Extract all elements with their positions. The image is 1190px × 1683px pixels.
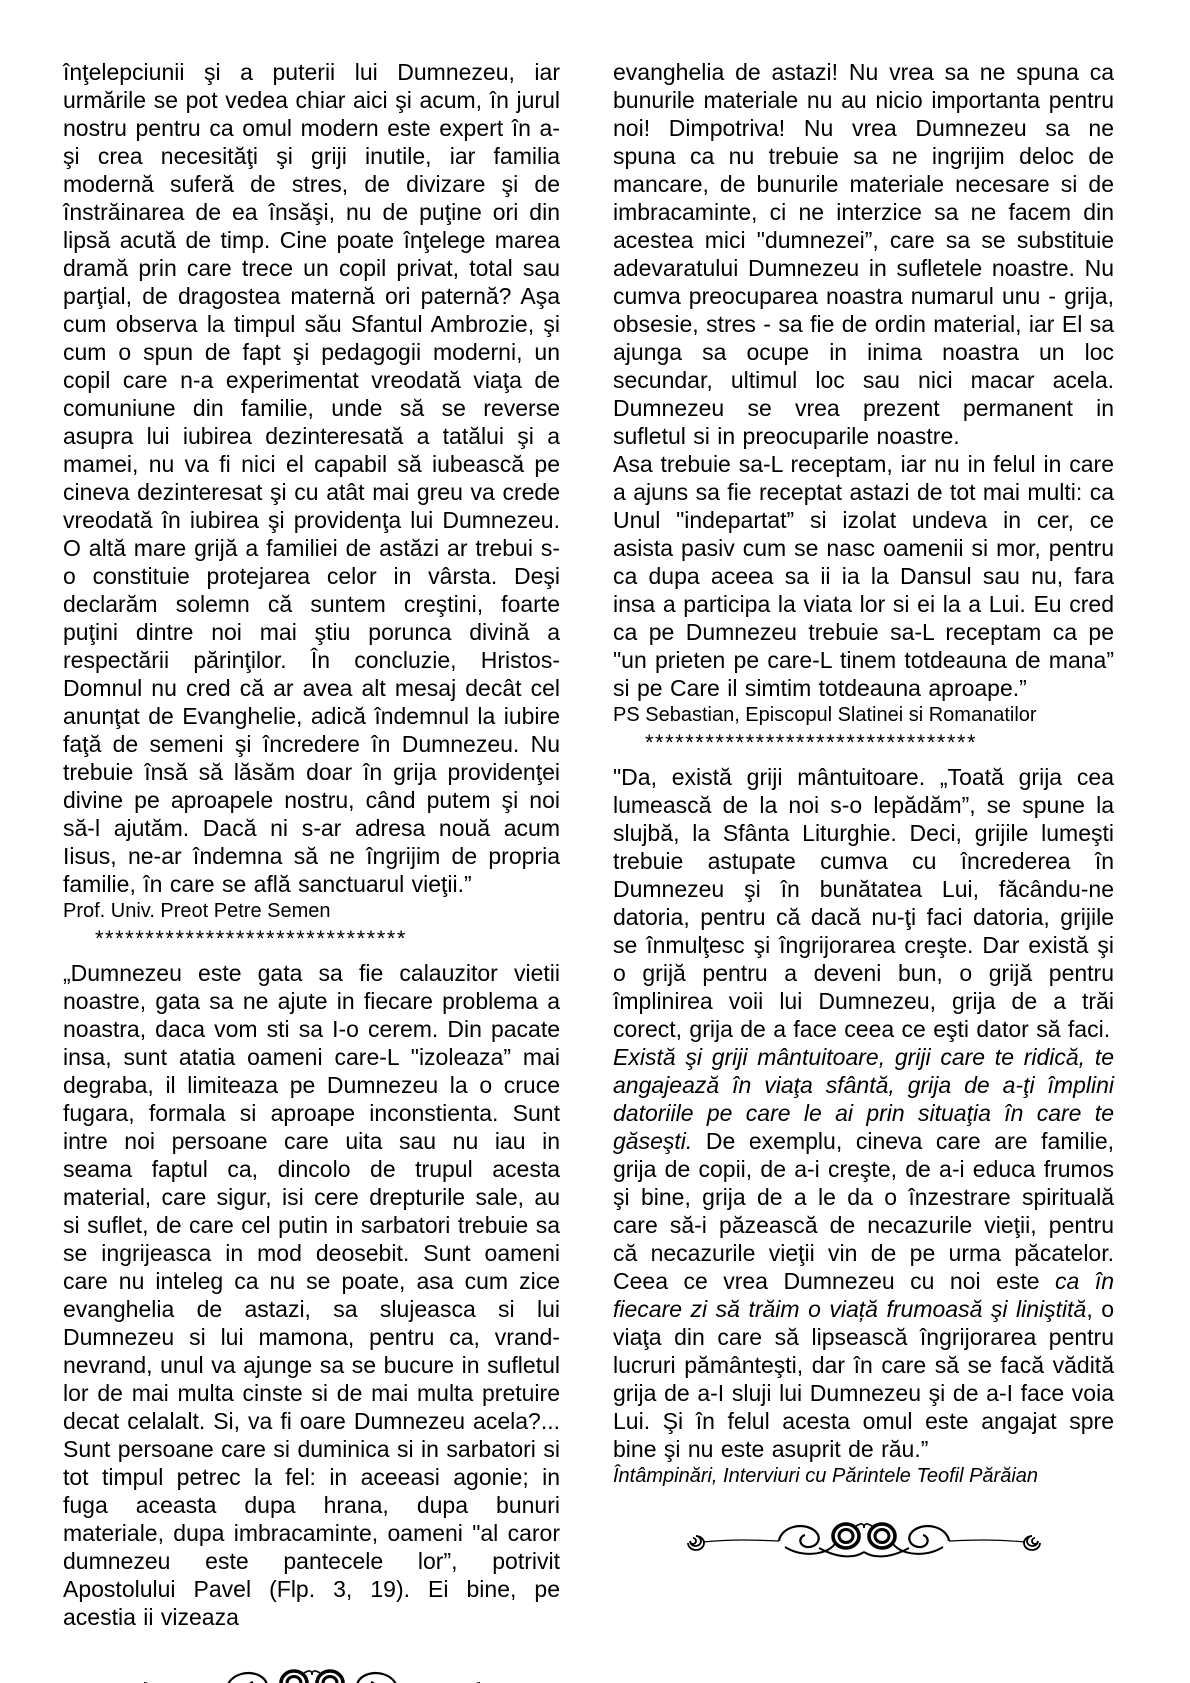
flourish-divider-icon	[678, 1514, 1050, 1562]
text-segment: , o viaţa din care să lipsească îngrijorarea pentru lucruri pământeşti, dar în care să se facă vădită grija de a-I sluji lui Dumnezeu şi de a-I face voia Lui. Şi în felul acesta omul este angajat spre bine şi nu este asuprit de rău.”	[613, 1296, 1115, 1462]
body-paragraph: "Da, există griji mântuitoare. „Toată grija cea lumească de la noi s-o lepădăm”, se spune la slujbă, la Sfânta Liturghie. Deci, grijile lumeşti trebuie astupate cumva cu încrederea în Dumnezeu şi în bunătatea Lui, făcându-ne datoria, pentru că dacă nu-ţi faci datoria, grijile se înmulţesc şi îngrijorarea creşte. Dar există şi o grijă pentru a deveni bun, o grijă pentru împlinirea voii lui Dumnezeu, grija de a trăi corect, grija de a face ceea ce eşti dator să faci.	[613, 764, 1114, 1042]
body-paragraph: Asa trebuie sa-L receptam, iar nu in felul in care a ajuns sa fie receptat astazi de tot mai multi: ca Unul "indepartat” si izolat undeva in cer, ce asista pasiv cum se nasc oamenii si mor, pentru ca dupa aceea sa ii ia la Dansul sau nu, fara insa a participa la viata lor si ei la a Lui. Eu cred ca pe Dumnezeu trebuie sa-L receptam ca pe "un prieten pe care-L tinem totdeauna de mana” si pe Care il simtim totdeauna aproape.”	[613, 451, 1114, 701]
source-byline: Întâmpinări, Interviuri cu Părintele Teofil Părăian	[613, 1465, 1039, 1487]
text-segment: De exemplu, cineva care are familie, grija de copii, de a-i creşte, de a-i educa frumos şi bine, grija de a le da o înzestrare spirituală care să-i păzească de necazurile vieţii, pentru că necazurile vieţii vin de pe urma păcatelor. Ceea ce vrea Dumnezeu cu noi este	[613, 1128, 1114, 1294]
author-byline: Prof. Univ. Preot Petre Semen	[63, 900, 331, 922]
author-byline: PS Sebastian, Episcopul Slatinei si Romanatilor	[613, 704, 1037, 726]
body-paragraph: „Dumnezeu este gata sa fie calauzitor vietii noastre, gata sa ne ajute in fiecare problema a noastra, daca vom sti sa I-o cerem. Din pacate insa, sunt atatia oameni care-L "izoleaza” mai degraba, il limiteaza pe Dumnezeu la o cruce fugara, formala si aproape inconstienta. Sunt intre noi persoane care uita sau nu iau in seama faptul ca, dincolo de trupul acesta material, care sigur, isi cere drepturile sale, au si suflet, de care cel putin in sarbatori trebuie sa se ingrijeasca in mod deosebit. Sunt oameni care nu inteleg ca nu se poate, asa cum zice evanghelia de astazi, sa slujeasca si lui Dumnezeu si lui mamona, pentru ca, vrand-nevrand, unul va ajunge sa se bucure in sufletul lor de mai multa cinste si de mai multa pretuire decat celalalt. Si, va fi oare Dumnezeu acela?... Sunt persoane care si duminica si in sarbatori si tot timpul petrec la fel: in aceeasi agonie; in fuga aceasta dupa hrana, dupa bunuri materiale, dupa imbracaminte, oameni "al caror dumnezeu este pantecele lor”, potrivit Apostolului Pavel (Flp. 3, 19). Ei bine, pe acestia ii vizeaza	[63, 960, 560, 1630]
flourish-divider-icon	[126, 1661, 498, 1683]
left-column	[63, 58, 560, 1683]
italic-segment: Există şi griji mântuitoare, griji care te ridică, te angajează în viaţa sfântă, grija de a-ţi împlini datoriile pe care le ai prin situaţia în care te găseşti.	[613, 1044, 1114, 1154]
body-paragraph: înţelepciunii şi a puterii lui Dumnezeu, iar urmările se pot vedea chiar aici şi acum, în jurul nostru pentru ca omul modern este expert în a-şi crea necesităţi şi griji inutile, iar familia modernă suferă de stres, de divizare şi de înstrăinarea de ea însăşi, nu de puţine ori din lipsă acută de timp. Cine poate înţelege marea dramă prin care trece un copil privat, total sau parţial, de dragostea maternă ori paternă? Aşa cum observa la timpul său Sfantul Ambrozie, şi cum o spun de fapt şi pedagogii moderni, un copil care n-a experimentat vreodată viaţa de comuniune din familie, unde să se reverse asupra lui iubirea dezinteresată a tatălui şi a mamei, nu va fi nici el capabil să iubească pe cineva dezinteresat şi cu atât mai greu va crede vreodată în iubirea şi providenţa lui Dumnezeu. O altă mare grijă a familiei de astăzi ar trebui s-o constituie protejarea celor in vârsta. Deşi declarăm solemn că suntem creştini, foarte puţini dintre noi mai ştiu porunca divină a respectării părinţilor. În concluzie, Hristos-Domnul nu cred că ar avea alt mesaj decât cel anunţat de Evanghelie, adică îndemnul la iubire faţă de semeni şi încredere în Dumnezeu. Nu trebuie însă să lăsăm doar în grija providenţei divine pe aproapele nostru, când putem şi noi să-l ajutăm. Dacă ni s-ar adresa nouă acum Iisus, ne-ar îndemna să ne îngrijim de propria familie, în care se află sanctuarul vieţii.”	[63, 59, 560, 897]
asterisk-separator: *********************************	[645, 730, 978, 755]
right-column	[613, 58, 1114, 1683]
italic-segment: ca în fiecare zi să trăim o viață frumoasă şi liniştită	[613, 1268, 1114, 1322]
body-paragraph-mixed	[613, 1043, 1114, 1463]
asterisk-separator: *******************************	[95, 926, 407, 951]
body-paragraph: evanghelia de astazi! Nu vrea sa ne spuna ca bunurile materiale nu au nicio importanta pentru noi! Dimpotriva! Nu vrea Dumnezeu sa ne spuna ca nu trebuie sa ne ingrijim deloc de mancare, de bunurile materiale necesare si de imbracaminte, ci ne interzice sa ne facem din acestea mici "dumnezei”, care sa se substituie adevaratului Dumnezeu in sufletele noastre. Nu cumva preocuparea noastra numarul unu - grija, obsesie, stres - sa fie de ordin material, iar El sa ajunga sa ocupe in inima noastra un loc secundar, ultimul loc sau nici macar acela. Dumnezeu se vrea prezent permanent in sufletul si in preocuparile noastre.	[613, 59, 1114, 449]
